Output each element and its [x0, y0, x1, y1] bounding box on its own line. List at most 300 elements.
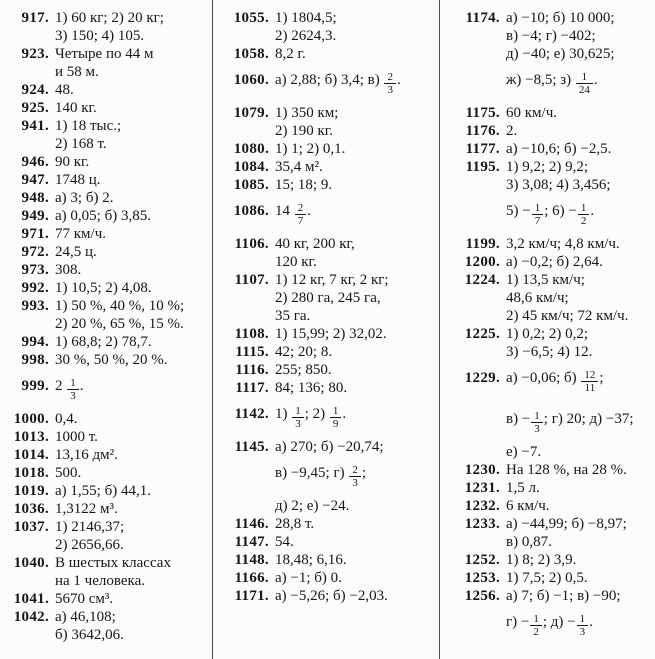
fraction-denominator: 7 [534, 215, 541, 227]
answers-column-3 [440, 0, 655, 659]
answer-line: д) −40; е) 30,625; [506, 46, 615, 62]
fraction [67, 377, 79, 402]
answer-text [55, 554, 210, 590]
fraction-numerator: 1 [577, 613, 589, 626]
answer-line: а) −0,06; б) $\frac{12}{11}$ ; [506, 369, 604, 394]
answer-entry [456, 325, 654, 361]
problem-number: 1041. [13, 591, 49, 607]
answer-text [275, 343, 437, 361]
problem-number: 1060. [233, 72, 269, 88]
problem-number: 1171. [234, 588, 269, 604]
answer-text [275, 158, 437, 176]
answer-line: 3) 3,08; 4) 3,456; [506, 177, 611, 193]
answer-line: 14 $\frac{2}{7}$ . [275, 202, 311, 227]
answer-text [55, 464, 210, 482]
answer-entry [225, 104, 437, 140]
answer-line: 2) 20 %, 65 %, 15 %. [55, 316, 184, 332]
answer-text [275, 515, 437, 533]
answers-column-2 [213, 0, 439, 659]
problem-number: 941. [21, 118, 49, 134]
answer-text [506, 122, 654, 140]
answer-entry [5, 608, 210, 644]
answer-line: а) 7; б) −1; в) −90; [506, 588, 621, 604]
answer-text [275, 235, 437, 271]
answer-entry [456, 551, 654, 569]
answer-line: в) −9,45; г) $\frac{2}{3}$ ; [275, 464, 367, 489]
fraction [577, 613, 589, 638]
answer-text [55, 518, 210, 554]
answer-line: 2) 280 га, 245 га, [275, 290, 381, 306]
answer-entry [225, 397, 437, 438]
answer-line: а) −0,2; б) 2,64. [506, 254, 603, 270]
answer-text [275, 438, 437, 515]
problem-number: 1108. [234, 326, 269, 342]
answer-line: 35 га. [275, 308, 311, 324]
answer-line: г) − $\frac{1}{2}$ ; д) − $\frac{1}{3}$ . [506, 613, 593, 638]
answer-line: 8,2 г. [275, 46, 306, 62]
answer-text [506, 479, 654, 497]
answer-line: 1) 10,5; 2) 4,08. [55, 280, 152, 296]
answer-entry [5, 153, 210, 171]
problem-number: 949. [21, 208, 49, 224]
answer-line: а) 2,88; б) 3,4; в) $\frac{2}{3}$ . [275, 71, 401, 96]
answer-line: 0,4. [55, 411, 78, 427]
answer-line: 1) 8; 2) 3,9. [506, 552, 577, 568]
answer-line: 1) 68,8; 2) 78,7. [55, 334, 152, 350]
fraction-numerator: 1 [532, 202, 544, 215]
answer-entry [225, 271, 437, 325]
answer-line: 40 кг, 200 кг, [275, 236, 355, 252]
problem-number: 923. [21, 46, 49, 62]
answer-entry [5, 369, 210, 410]
answer-text [55, 45, 210, 81]
problem-number: 992. [21, 280, 49, 296]
answer-line: 1) 12 кг, 7 кг, 2 кг; [275, 272, 389, 288]
answer-line: 3) −6,5; 4) 12. [506, 344, 593, 360]
answer-line: Четыре по 44 м [55, 46, 154, 62]
fraction-denominator: 3 [352, 477, 358, 489]
answer-text [506, 271, 654, 325]
answer-text [506, 158, 654, 235]
fraction-denominator: 3 [295, 418, 301, 430]
answer-entry [456, 253, 654, 271]
answer-line: 2) 168 т. [55, 136, 107, 152]
problem-number: 971. [21, 226, 49, 242]
answer-text [275, 63, 437, 104]
answer-line: а) 46,108; [55, 609, 116, 625]
answer-text [275, 9, 437, 45]
answer-line: 2. [506, 123, 518, 139]
problem-number: 999. [21, 378, 49, 394]
answer-line: на 1 человека. [55, 573, 145, 589]
fraction [531, 410, 543, 435]
answer-entry [225, 194, 437, 235]
answer-entry [456, 461, 654, 479]
answer-entry [5, 333, 210, 351]
answer-text [275, 379, 437, 397]
answer-entry [456, 271, 654, 325]
answer-text [275, 569, 437, 587]
answer-line: 1748 ц. [55, 172, 101, 188]
answer-text [506, 235, 654, 253]
answer-text [506, 104, 654, 122]
answer-text [275, 194, 437, 235]
fraction-numerator: 1 [576, 71, 593, 84]
answer-entry [5, 410, 210, 428]
answer-line: 2) 2656,66. [55, 537, 124, 553]
problem-number: 1115. [235, 344, 269, 360]
answer-entry [5, 243, 210, 261]
fraction-numerator: 2 [349, 464, 361, 477]
answer-line: 1000 т. [55, 429, 98, 445]
problem-number: 947. [21, 172, 49, 188]
answer-text [55, 369, 210, 410]
answer-text [55, 446, 210, 464]
answer-text [506, 461, 654, 479]
answer-line: 84; 136; 80. [275, 380, 348, 396]
fraction-denominator: 3 [534, 423, 540, 435]
answer-line: д) 2; е) −24. [275, 498, 350, 514]
answer-line: 6 км/ч. [506, 498, 550, 514]
problem-number: 1085. [233, 177, 269, 193]
answer-line: а) −10,6; б) −2,5. [506, 141, 612, 157]
problem-number: 973. [21, 262, 49, 278]
problem-number: 1229. [464, 370, 500, 386]
answer-line: 1) $\frac{1}{3}$ ; 2) $\frac{1}{9}$ . [275, 405, 347, 430]
answer-text [506, 515, 654, 551]
fraction-numerator: 12 [581, 369, 598, 382]
answer-text [275, 104, 437, 140]
answer-entry [225, 235, 437, 271]
fraction [384, 71, 396, 96]
problem-number: 1107. [234, 272, 269, 288]
answer-entry [5, 99, 210, 117]
answer-entry [225, 325, 437, 343]
answer-entry [5, 482, 210, 500]
answer-line: в) − $\frac{1}{3}$ ; г) 20; д) −37; [506, 410, 634, 435]
answer-line: 42; 20; 8. [275, 344, 333, 360]
problem-number: 994. [21, 334, 49, 350]
answer-text [55, 153, 210, 171]
fraction [532, 202, 544, 227]
answer-text [275, 325, 437, 343]
answer-entry [456, 569, 654, 587]
answer-entry [456, 479, 654, 497]
problem-number: 1019. [13, 483, 49, 499]
answer-text [55, 482, 210, 500]
problem-number: 1233. [464, 516, 500, 532]
problem-number: 1014. [13, 447, 49, 463]
answer-entry [5, 590, 210, 608]
answer-entry [5, 518, 210, 554]
answer-line: 54. [275, 534, 294, 550]
answer-line: 1) 350 км; [275, 105, 339, 121]
answer-text [275, 551, 437, 569]
problem-number: 1037. [13, 519, 49, 535]
answer-entry [225, 361, 437, 379]
fraction-denominator: 3 [70, 390, 76, 402]
problem-number: 946. [21, 154, 49, 170]
answer-line: 28,8 т. [275, 516, 315, 532]
fraction-denominator: 2 [533, 626, 539, 638]
answer-line: 3,2 км/ч; 4,8 км/ч. [506, 236, 620, 252]
answer-text [55, 207, 210, 225]
answer-text [506, 325, 654, 361]
answer-entry [225, 551, 437, 569]
answer-line: 2 $\frac{1}{3}$ . [55, 377, 84, 402]
fraction-denominator: 3 [387, 84, 393, 96]
answer-text [55, 189, 210, 207]
answer-text [55, 117, 210, 153]
fraction [581, 369, 598, 394]
answer-text [506, 587, 654, 646]
fraction-numerator: 1 [530, 613, 542, 626]
answers-column-1 [0, 0, 212, 659]
problem-number: 1116. [235, 362, 269, 378]
answer-line: 1,3122 м³. [55, 501, 118, 517]
problem-number: 1176. [465, 123, 500, 139]
answer-text [275, 176, 437, 194]
answer-line: в) −4; г) −402; [506, 28, 596, 44]
fraction-denominator: 7 [297, 215, 304, 227]
fraction-denominator: 24 [578, 84, 590, 96]
problem-number: 1106. [234, 236, 269, 252]
answer-text [275, 587, 437, 605]
answer-line: б) 3642,06. [55, 627, 124, 643]
answer-line: 1) 15,99; 2) 32,02. [275, 326, 387, 342]
answer-text [55, 351, 210, 369]
answer-line: а) 0,05; б) 3,85. [55, 208, 151, 224]
fraction-denominator: 11 [584, 382, 596, 394]
answer-text [275, 45, 437, 63]
answer-line: 1) 2146,37; [55, 519, 125, 535]
answer-entry [225, 533, 437, 551]
fraction [576, 71, 593, 96]
answer-line: ж) −8,5; з) $\frac{1}{24}$ . [506, 71, 598, 96]
problem-number: 1225. [464, 326, 500, 342]
answer-line: 77 км/ч. [55, 226, 106, 242]
answer-line: а) 3; б) 2. [55, 190, 114, 206]
problem-number: 1000. [13, 411, 49, 427]
answer-entry [5, 554, 210, 590]
answer-line: 1) 60 кг; 2) 20 кг; [55, 10, 164, 26]
answer-text [506, 9, 654, 104]
fraction-numerator: 2 [384, 71, 396, 84]
answer-entry [5, 500, 210, 518]
answer-text [55, 333, 210, 351]
problem-number: 1055. [233, 10, 269, 26]
fraction-numerator: 1 [330, 405, 342, 418]
problem-number: 1036. [13, 501, 49, 517]
problem-number: 993. [21, 298, 49, 314]
answer-line: 1) 9,2; 2) 9,2; [506, 159, 589, 175]
answer-entry [456, 9, 654, 104]
answer-line: 1) 13,5 км/ч; [506, 272, 585, 288]
fraction-numerator: 1 [531, 410, 543, 423]
problem-number: 1042. [13, 609, 49, 625]
answer-entry [5, 446, 210, 464]
answer-entry [456, 235, 654, 253]
answer-entry [5, 261, 210, 279]
answer-text [506, 140, 654, 158]
fraction [349, 464, 361, 489]
fraction-numerator: 1 [578, 202, 590, 215]
answer-entry [225, 438, 437, 515]
answer-line: 308. [55, 262, 82, 278]
problem-number: 1086. [233, 203, 269, 219]
answer-line: 1) 0,2; 2) 0,2; [506, 326, 589, 342]
answer-line: 30 %, 50 %, 20 %. [55, 352, 168, 368]
answer-line: 5) − $\frac{1}{7}$ ; 6) − $\frac{1}{2}$ . [506, 202, 595, 227]
problem-number: 1146. [234, 516, 269, 532]
answer-entry [5, 207, 210, 225]
problem-number: 1253. [464, 570, 500, 586]
answer-text [55, 410, 210, 428]
answer-line: а) 270; б) −20,74; [275, 439, 384, 455]
answer-text [275, 397, 437, 438]
problem-number: 1252. [464, 552, 500, 568]
answer-text [275, 533, 437, 551]
fraction [530, 613, 542, 638]
answer-line: и 58 м. [55, 64, 99, 80]
answer-text [275, 271, 437, 325]
fraction [578, 202, 590, 227]
fraction-denominator: 3 [579, 626, 586, 638]
answer-line: В шестых классах [55, 555, 171, 571]
answer-text [55, 99, 210, 117]
problem-number: 1175. [465, 105, 500, 121]
answer-entry [5, 428, 210, 446]
answer-entry [456, 497, 654, 515]
answer-line: а) −1; б) 0. [275, 570, 342, 586]
problem-number: 1142. [234, 406, 269, 422]
answer-line: 15; 18; 9. [275, 177, 333, 193]
answer-entry [456, 158, 654, 235]
answer-line: 1) 7,5; 2) 0,5. [506, 570, 588, 586]
problem-number: 1174. [465, 10, 500, 26]
answer-entry [5, 225, 210, 243]
answer-line: 35,4 м². [275, 159, 323, 175]
answer-entry [225, 63, 437, 104]
answer-line: 1) 1; 2) 0,1. [275, 141, 346, 157]
answer-text [55, 225, 210, 243]
answer-entry [5, 297, 210, 333]
answer-line: 18,48; 6,16. [275, 552, 347, 568]
answer-line: 140 кг. [55, 100, 97, 116]
answer-line: 1) 50 %, 40 %, 10 %; [55, 298, 185, 314]
answer-line: 2) 190 кг. [275, 123, 333, 139]
answer-line: 48,6 км/ч; [506, 290, 569, 306]
answer-text [506, 253, 654, 271]
problem-number: 1080. [233, 141, 269, 157]
answer-text [506, 569, 654, 587]
problem-number: 1230. [464, 462, 500, 478]
problem-number: 1177. [465, 141, 500, 157]
fraction-numerator: 1 [292, 405, 304, 418]
fraction [292, 405, 304, 430]
answer-entry [5, 117, 210, 153]
problem-number: 1058. [233, 46, 269, 62]
problem-number: 948. [21, 190, 49, 206]
problem-number: 1084. [233, 159, 269, 175]
problem-number: 1256. [464, 588, 500, 604]
fraction-numerator: 1 [67, 377, 79, 390]
fraction-denominator: 9 [332, 418, 339, 430]
problem-number: 1040. [13, 555, 49, 571]
fraction [330, 405, 342, 430]
answer-line: 5670 см³. [55, 591, 114, 607]
answer-text [506, 361, 654, 461]
problem-number: 1195. [465, 159, 500, 175]
answer-text [506, 551, 654, 569]
answer-line: в) 0,87. [506, 534, 552, 550]
answer-line: На 128 %, на 28 %. [506, 462, 627, 478]
answer-text [275, 140, 437, 158]
problem-number: 1145. [234, 439, 269, 455]
answer-text [55, 9, 210, 45]
answer-entry [225, 343, 437, 361]
answer-line: 120 кг. [275, 254, 317, 270]
answer-text [55, 261, 210, 279]
answer-line: 500. [55, 465, 82, 481]
answer-entry [456, 104, 654, 122]
answer-line: 13,16 дм². [55, 447, 118, 463]
answer-entry [456, 140, 654, 158]
answer-entry [456, 122, 654, 140]
answer-entry [5, 81, 210, 99]
answer-text [55, 243, 210, 261]
answer-text [55, 590, 210, 608]
answer-entry [5, 464, 210, 482]
problem-number: 998. [21, 352, 49, 368]
problem-number: 1199. [465, 236, 500, 252]
answer-entry [456, 587, 654, 646]
problem-number: 1231. [464, 480, 500, 496]
answer-entry [225, 45, 437, 63]
answer-entry [5, 279, 210, 297]
answer-entry [456, 361, 654, 461]
answer-line: а) −10; б) 10 000; [506, 10, 615, 26]
problem-number: 1148. [234, 552, 269, 568]
fraction-denominator: 2 [580, 215, 587, 227]
problem-number: 917. [21, 10, 49, 26]
answer-line: 255; 850. [275, 362, 332, 378]
problem-number: 1200. [464, 254, 500, 270]
answer-entry [225, 158, 437, 176]
answer-text [275, 361, 437, 379]
answer-text [506, 497, 654, 515]
problem-number: 1166. [234, 570, 269, 586]
answer-text [55, 608, 210, 644]
problem-number: 1079. [233, 105, 269, 121]
problem-number: 1117. [235, 380, 269, 396]
answer-line: 3) 150; 4) 105. [55, 28, 145, 44]
fraction-numerator: 2 [295, 202, 307, 215]
answer-text [55, 171, 210, 189]
answer-text [55, 81, 210, 99]
answer-entry [5, 351, 210, 369]
answer-entry [225, 515, 437, 533]
answer-text [55, 297, 210, 333]
answer-entry [5, 45, 210, 81]
answer-text [55, 428, 210, 446]
answer-entry [225, 587, 437, 605]
answer-entry [456, 515, 654, 551]
answer-line: 1) 18 тыс.; [55, 118, 122, 134]
problem-number: 1224. [464, 272, 500, 288]
answer-entry [225, 569, 437, 587]
answer-line: 24,5 ц. [55, 244, 97, 260]
